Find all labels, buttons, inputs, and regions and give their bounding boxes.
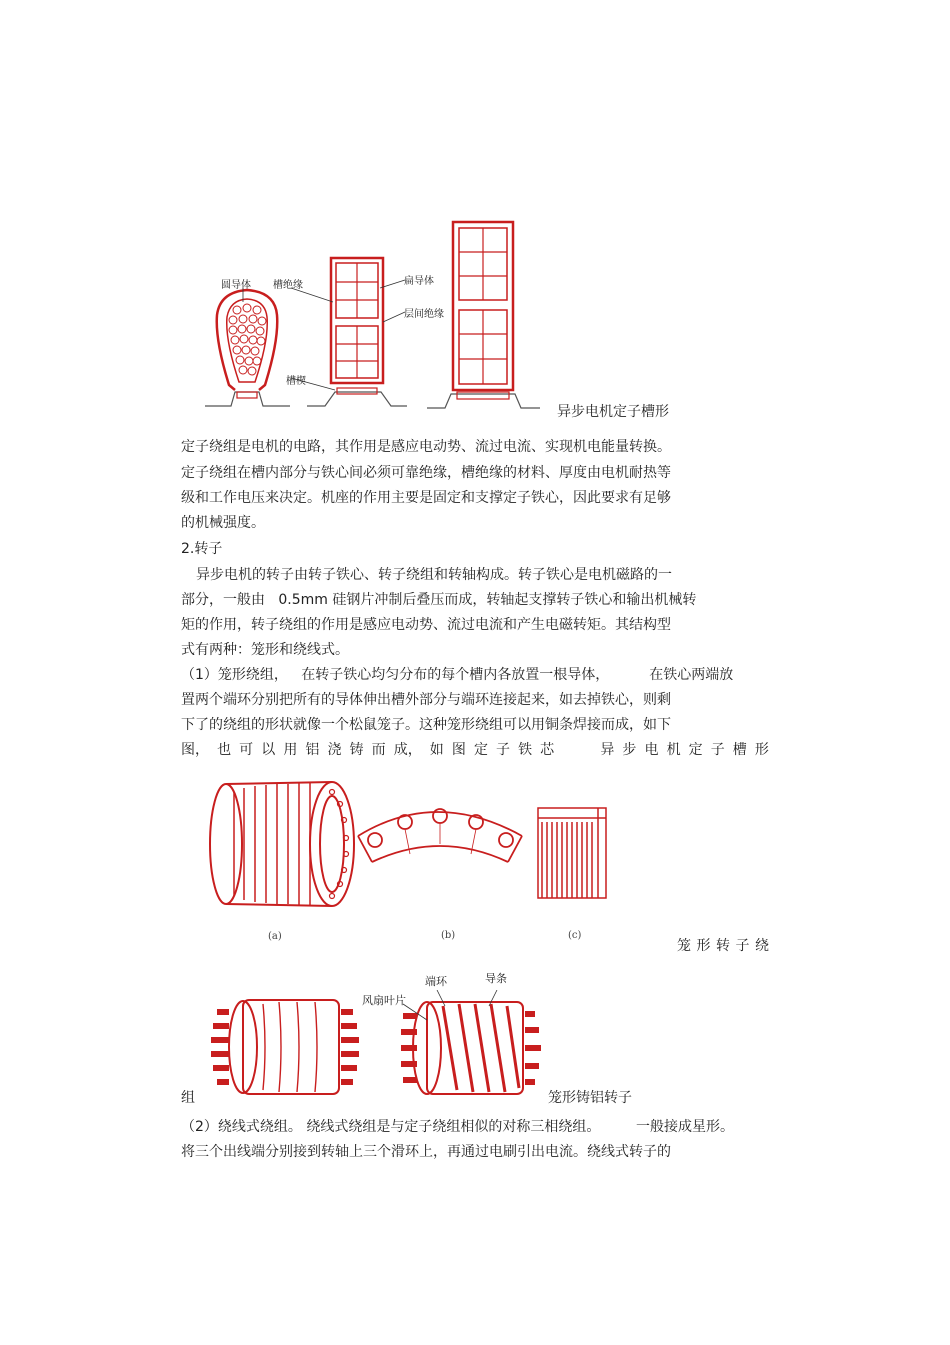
justified-char: 步 [622, 742, 637, 758]
justified-char: 机 [666, 742, 681, 758]
para3-line1: （1）笼形绕组， 在转子铁心均匀分布的每个槽内各放置一根导体， 在铁心两端放 [181, 667, 734, 683]
justified-char: 子 [496, 742, 511, 758]
para2-line2: 部分，一般由 0.5mm 硅钢片冲制后叠压而成，转轴起支撑转子铁心和输出机械转 [181, 592, 697, 608]
label-interlayer-insulation: 层间绝缘 [404, 309, 444, 320]
para2-line4: 式有两种：笼形和绕线式。 [181, 642, 349, 658]
para4-line2: 将三个出线端分别接到转轴上三个滑环上，再通过电刷引出电流。绕线式转子的 [181, 1144, 671, 1160]
justified-char: 图， [181, 742, 209, 758]
round-conductor-slot [217, 290, 278, 390]
label-bar: 导条 [485, 972, 507, 985]
para1-line2: 定子绕组在槽内部分与铁心间必须可靠绝缘，槽绝缘的材料、厚度由电机耐热等 [181, 465, 671, 481]
justified-char: 如 [429, 742, 444, 758]
slot-baseline-1 [205, 392, 290, 406]
figure2-label-b: (b) [441, 930, 456, 941]
justified-char: 定 [473, 742, 488, 758]
deep-rectangular-slot [453, 222, 513, 390]
para3-line4-justified [181, 741, 769, 759]
rotor-right [401, 1002, 541, 1094]
justified-char: 铸 [349, 742, 364, 758]
para1-line3: 级和工作电压来决定。机座的作用主要是固定和支撑定子铁心，因此要求有足够 [181, 490, 671, 506]
figure2-caption [677, 937, 769, 955]
justified-char [562, 741, 592, 759]
caption-char: 转 [716, 938, 730, 954]
slot-baseline-3 [427, 392, 540, 408]
figure3-caption-left: 组 [181, 1090, 195, 1106]
para3-line3: 下了的绕组的形状就像一个松鼠笼子。这种笼形绕组可以用铜条焊接而成，如下 [181, 717, 671, 733]
justified-char: 浇 [327, 742, 342, 758]
rotor-arc-slots [358, 809, 522, 862]
justified-char: 以 [261, 742, 276, 758]
figure2-label-a: (a) [268, 931, 282, 942]
stator-slot-figure [195, 210, 555, 420]
rotor-left [211, 1000, 359, 1094]
para2-line1: 异步电机的转子由转子铁心、转子绕组和转轴构成。转子铁心是电机磁路的一 [196, 567, 672, 583]
justified-char: 成， [393, 742, 422, 758]
caption-char: 绕 [755, 938, 769, 954]
heading-rotor: 2.转子 [181, 541, 223, 557]
justified-char: 定 [688, 742, 703, 758]
justified-char: 也 [217, 742, 232, 758]
caption-char: 笼 [677, 938, 691, 954]
justified-char: 图 [451, 742, 466, 758]
slot-baseline-2 [307, 388, 407, 406]
justified-char: 铝 [305, 742, 320, 758]
label-slot-insulation: 槽绝缘 [273, 280, 303, 291]
justified-char: 而 [371, 742, 386, 758]
caption-char: 形 [696, 938, 711, 954]
label-end-ring: 端环 [425, 975, 447, 988]
figure2-label-c: (c) [568, 930, 582, 941]
caption-char: 子 [735, 938, 750, 954]
figure3-caption-right: 笼形铸铝转子 [548, 1090, 632, 1106]
justified-char: 电 [644, 742, 659, 758]
flat-conductor-slot [331, 258, 383, 383]
label-fan-blade: 风扇叶片 [362, 994, 406, 1007]
justified-char: 异 [600, 742, 615, 758]
para2-line3: 矩的作用，转子绕组的作用是感应电动势、流过电流和产生电磁转矩。其结构型 [181, 617, 671, 633]
label-slot-wedge: 槽楔 [286, 376, 306, 387]
justified-char: 用 [283, 742, 298, 758]
cage-ring-holes [330, 790, 349, 899]
justified-char: 子 [710, 742, 725, 758]
justified-char: 槽 [732, 742, 747, 758]
justified-char: 形 [754, 742, 769, 758]
cage-winding-figure [200, 778, 620, 928]
para1-line1: 定子绕组是电机的电路，其作用是感应电动势、流过电流、实现机电能量转换。 [181, 439, 671, 455]
justified-char: 芯 [540, 742, 555, 758]
justified-char: 可 [239, 742, 254, 758]
justified-char: 铁 [518, 742, 533, 758]
label-round-conductor: 圆导体 [221, 280, 251, 291]
label-flat-conductor: 扁导体 [404, 276, 434, 287]
end-ring-section [538, 808, 606, 898]
figure1-caption: 异步电机定子槽形 [557, 404, 669, 420]
para4-line1: （2）绕线式绕组。 绕线式绕组是与定子绕组相似的对称三相绕组。 一般接成星形。 [181, 1119, 734, 1135]
cage-drum [210, 782, 354, 906]
para1-line4: 的机械强度。 [181, 515, 265, 531]
para3-line2: 置两个端环分别把所有的导体伸出槽外部分与端环连接起来，如去掉铁心，则剩 [181, 692, 671, 708]
